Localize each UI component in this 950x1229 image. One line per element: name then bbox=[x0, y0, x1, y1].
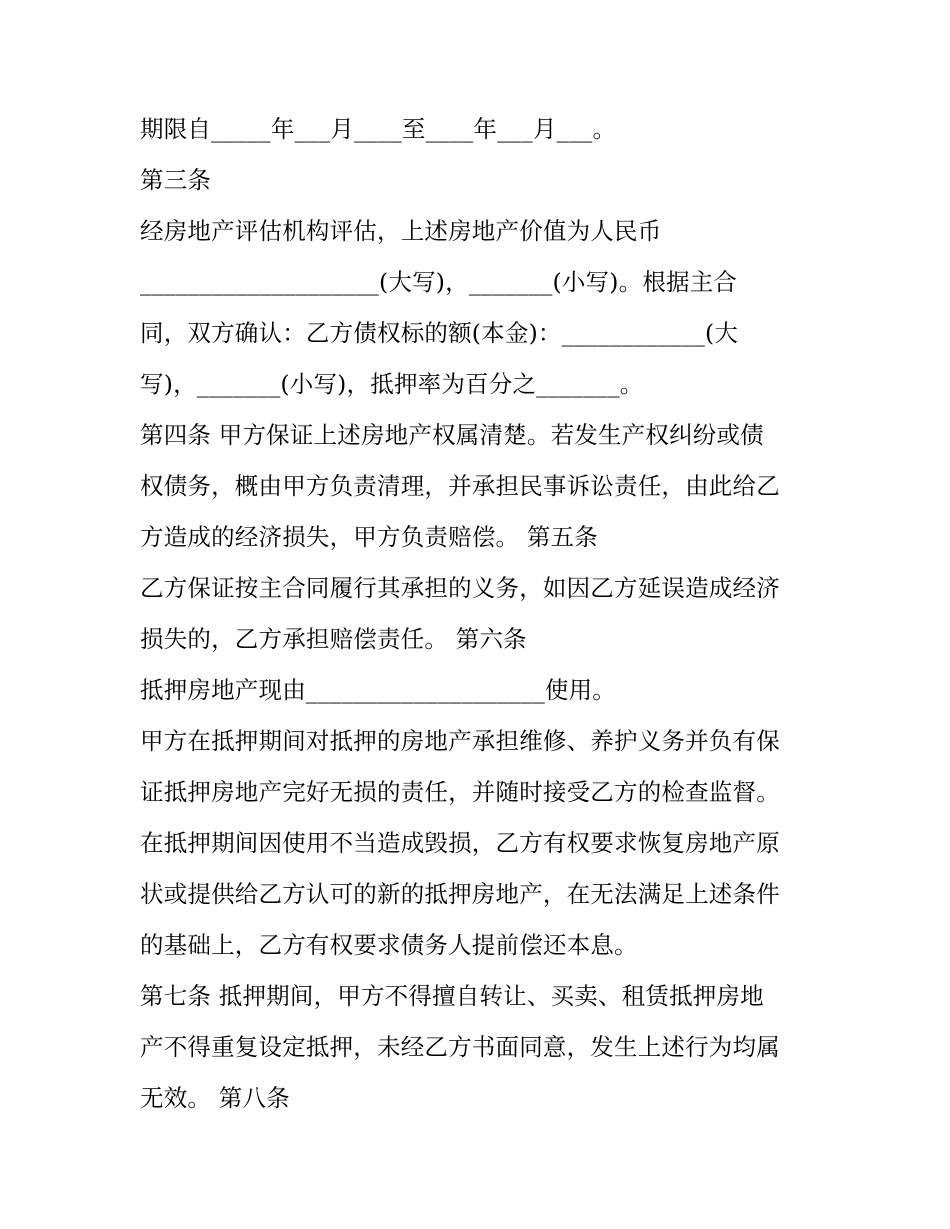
text-line: 经房地产评估机构评估，上述房地产价值为人民币 bbox=[140, 217, 662, 245]
text-line: ____________________(大写)，_______(小写)。根据主合 bbox=[140, 268, 738, 296]
text-line: 期限自_____年___月____至____年___月___。 bbox=[140, 115, 617, 143]
text-line: 方造成的经济损失，甲方负责赔偿。 第五条 bbox=[140, 523, 598, 551]
text-line: 权债务，概由甲方负责清理，并承担民事诉讼责任，由此给乙 bbox=[140, 472, 780, 500]
text-line: 乙方保证按主合同履行其承担的义务，如因乙方延误造成经济 bbox=[140, 574, 780, 602]
text-line: 甲方在抵押期间对抵押的房地产承担维修、养护义务并负有保 bbox=[140, 727, 780, 755]
text-line: 损失的，乙方承担赔偿责任。 第六条 bbox=[140, 625, 527, 653]
document-body bbox=[140, 104, 820, 1124]
text-line: 写)，_______(小写)，抵押率为百分之_______。 bbox=[140, 370, 644, 398]
text-line: 第四条 甲方保证上述房地产权属清楚。若发生产权纠纷或债 bbox=[140, 421, 764, 449]
text-line: 产不得重复设定抵押，未经乙方书面同意，发生上述行为均属 bbox=[140, 1033, 780, 1061]
text-line: 的基础上，乙方有权要求债务人提前偿还本息。 bbox=[140, 931, 638, 959]
text-line: 第七条 抵押期间，甲方不得擅自转让、买卖、租赁抵押房地 bbox=[140, 982, 764, 1010]
text-line: 在抵押期间因使用不当造成毁损，乙方有权要求恢复房地产原 bbox=[140, 829, 780, 857]
text-line: 状或提供给乙方认可的新的抵押房地产，在无法满足上述条件 bbox=[140, 880, 780, 908]
text-line: 无效。 第八条 bbox=[140, 1084, 290, 1112]
article-heading: 第三条 bbox=[140, 166, 212, 194]
text-line: 抵押房地产现由____________________使用。 bbox=[140, 676, 616, 704]
text-line: 证抵押房地产完好无损的责任，并随时接受乙方的检查监督。 bbox=[140, 778, 780, 806]
text-line: 同，双方确认：乙方债权标的额(本金)：____________(大 bbox=[140, 319, 739, 347]
